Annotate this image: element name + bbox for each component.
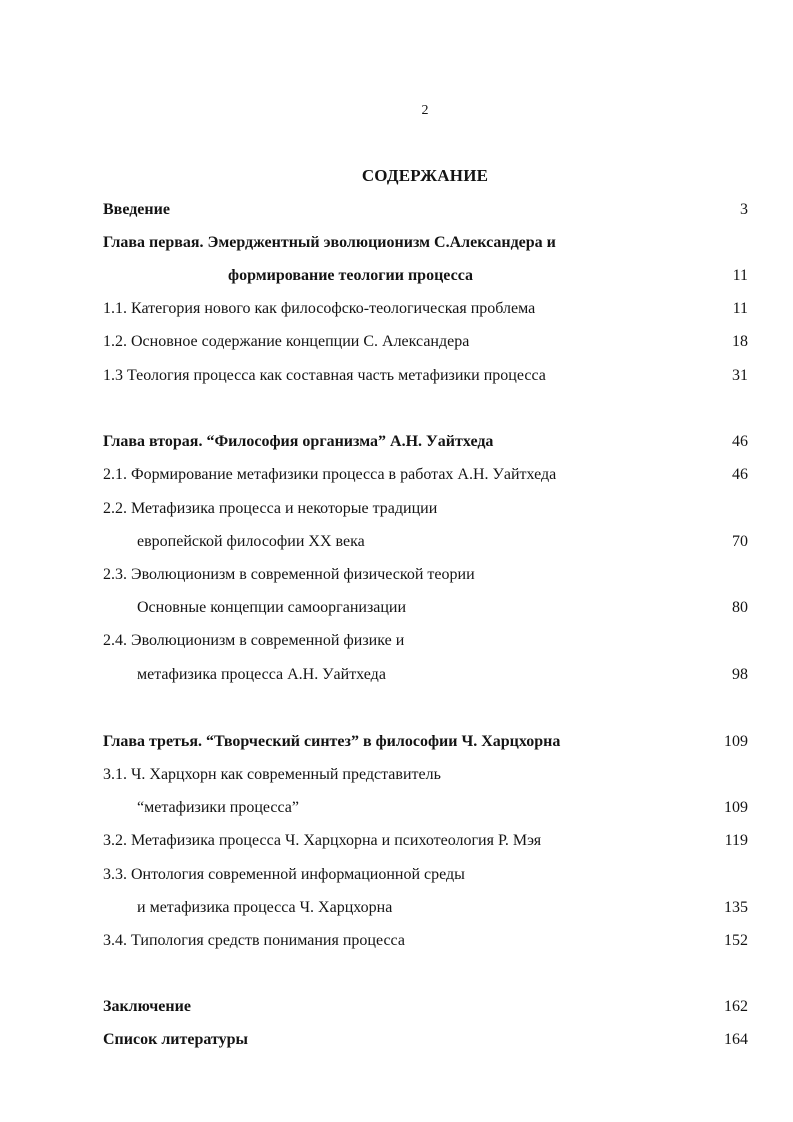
toc-entry-label: 3.3. Онтология современной информационной среды — [103, 866, 465, 883]
toc-entry-page: 46 — [732, 433, 748, 450]
toc-entry-chapter-3 — [103, 730, 748, 754]
toc-entry-label: и метафизика процесса Ч. Харцхорна — [137, 899, 393, 916]
toc-entry-label: Глава первая. Эмерджентный эволюционизм С.Александера и — [103, 234, 556, 251]
toc-entry-2-2-cont — [103, 530, 748, 554]
toc-entry-page: 152 — [724, 932, 748, 949]
toc-entry-label: 1.2. Основное содержание концепции С. Александера — [103, 333, 470, 350]
toc-entry-2-4-cont — [103, 663, 748, 687]
toc-entry-label: Глава третья. “Творческий синтез” в философии Ч. Харцхорна — [103, 733, 561, 750]
toc-entry-2-4 — [103, 629, 748, 653]
toc-entry-3-2 — [103, 829, 748, 853]
toc-entry-2-2 — [103, 497, 748, 521]
toc-entry-label: метафизика процесса А.Н. Уайтхеда — [137, 666, 386, 683]
toc-entry-2-1 — [103, 463, 748, 487]
toc-entry-label: 1.3 Теология процесса как составная часть метафизики процесса — [103, 367, 546, 384]
toc-entry-page: 162 — [724, 998, 748, 1015]
toc-entry-page: 18 — [732, 333, 748, 350]
toc-entry-label: 2.4. Эволюционизм в современной физике и — [103, 632, 405, 649]
toc-entry-conclusion — [103, 995, 748, 1019]
toc-entry-label: 2.2. Метафизика процесса и некоторые традиции — [103, 500, 438, 517]
toc-entry-1-2 — [103, 330, 748, 354]
toc-entry-page: 109 — [724, 799, 748, 816]
toc-entry-label: 2.1. Формирование метафизики процесса в работах А.Н. Уайтхеда — [103, 466, 557, 483]
toc-entry-3-3 — [103, 863, 748, 887]
toc-entry-label: Список литературы — [103, 1031, 248, 1048]
toc-entry-label: 3.1. Ч. Харцхорн как современный представитель — [103, 766, 441, 783]
toc-entry-page: 11 — [732, 267, 748, 284]
toc-entry-label: 3.2. Метафизика процесса Ч. Харцхорна и психотеология Р. Мэя — [103, 832, 542, 849]
toc-entry-page: 119 — [724, 832, 748, 849]
toc-entry-3-1 — [103, 763, 748, 787]
toc-entry-page: 31 — [732, 367, 748, 384]
toc-entry-page: 135 — [724, 899, 748, 916]
toc-entry-label: Глава вторая. “Философия организма” А.Н. Уайтхеда — [103, 433, 494, 450]
toc-entry-2-3 — [103, 563, 748, 587]
toc-entry-page: 46 — [732, 466, 748, 483]
page-title: СОДЕРЖАНИЕ — [361, 166, 489, 185]
toc-entry-label: Введение — [103, 201, 170, 218]
toc-entry-2-3-cont — [103, 596, 748, 620]
toc-entry-label: 3.4. Типология средств понимания процесса — [103, 932, 405, 949]
toc-entry-1-3 — [103, 364, 748, 388]
toc-entry-label: формирование теологии процесса — [228, 267, 473, 284]
toc-entry-chapter-1 — [103, 231, 748, 255]
toc-entry-label: 2.3. Эволюционизм в современной физической теории — [103, 566, 475, 583]
toc-entry-introduction — [103, 198, 748, 222]
toc-entry-label: “метафизики процесса” — [137, 799, 299, 816]
toc-entry-label: Заключение — [103, 998, 191, 1015]
toc-entry-3-1-cont — [103, 796, 748, 820]
toc-entry-page: 70 — [732, 533, 748, 550]
toc-entry-page: 98 — [732, 666, 748, 683]
toc-entry-label: 1.1. Категория нового как философско-теологическая проблема — [103, 300, 536, 317]
toc-entry-3-4 — [103, 929, 748, 953]
toc-entry-chapter-1-cont — [103, 264, 748, 288]
toc-entry-page: 109 — [724, 733, 748, 750]
toc-entry-1-1 — [103, 297, 748, 321]
toc-entry-page: 80 — [732, 599, 748, 616]
toc-entry-3-3-cont — [103, 896, 748, 920]
toc-entry-page: 11 — [732, 300, 748, 317]
toc-entry-chapter-2 — [103, 430, 748, 454]
page-number: 2 — [421, 103, 429, 118]
toc-entry-label: Основные концепции самоорганизации — [137, 599, 407, 616]
toc-entry-page: 164 — [724, 1031, 748, 1048]
toc-entry-bibliography — [103, 1028, 748, 1052]
toc-entry-label: европейской философии XX века — [137, 533, 365, 550]
toc-entry-page: 3 — [740, 201, 748, 218]
